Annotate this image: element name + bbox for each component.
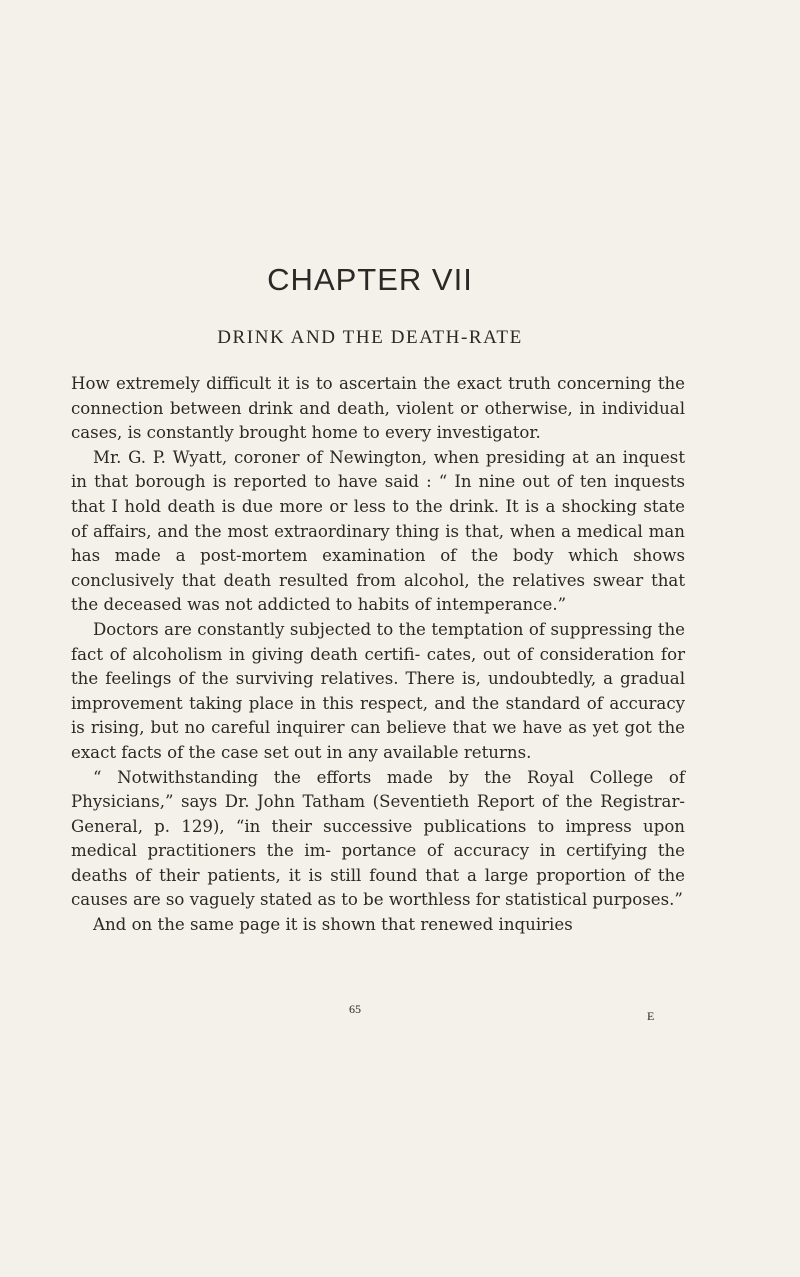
paragraph: Doctors are constantly subjected to the temptation of suppressing the fact of alcoholism in giving death certifi- cates, out of consideration for the feelings of the surviving relatives. There is, undoubtedly, a gradual improvement taking place in this respect, and the standard of accuracy is rising, but no careful inquirer can believe that we have as yet got the exact facts of the case set out in any available returns. (71, 619, 685, 762)
paragraph: “ Notwithstanding the efforts made by the Royal College of Physicians,” says Dr. John Tatham (Seventieth Report of the Registrar-General, p. 129), “in their successive publications to impress upon medical practitioners the im- portance of accuracy in certifying the deaths of their patients, it is still found that a large proportion of the causes are so vaguely stated as to be worthless for statistical purposes.” (71, 767, 685, 910)
page-number: 65 (349, 1002, 361, 1016)
paragraph: Mr. G. P. Wyatt, coroner of Newington, when presiding at an inquest in that borough is reported to have said : “ In nine out of ten inquests that I hold death is due more or less to the drink. It is a shocking state of affairs, and the most extraordinary thing is that, when a medical man has made a post-mortem examination of the body which shows conclusively that death resulted from alcohol, the relatives swear that the deceased was not addicted to habits of intemperance.” (71, 447, 685, 615)
paragraph: How extremely difficult it is to ascertain the exact truth concerning the connection between drink and death, violent or otherwise, in individual cases, is constantly brought home to every investigator. (71, 374, 685, 443)
chapter-heading: CHAPTER VII (267, 262, 473, 297)
signature-mark: E (647, 1009, 656, 1023)
chapter-title: DRINK AND THE DEATH-RATE (217, 327, 523, 348)
paragraph: And on the same page it is shown that renewed inquiries (93, 915, 573, 935)
chapter-body (71, 372, 685, 938)
